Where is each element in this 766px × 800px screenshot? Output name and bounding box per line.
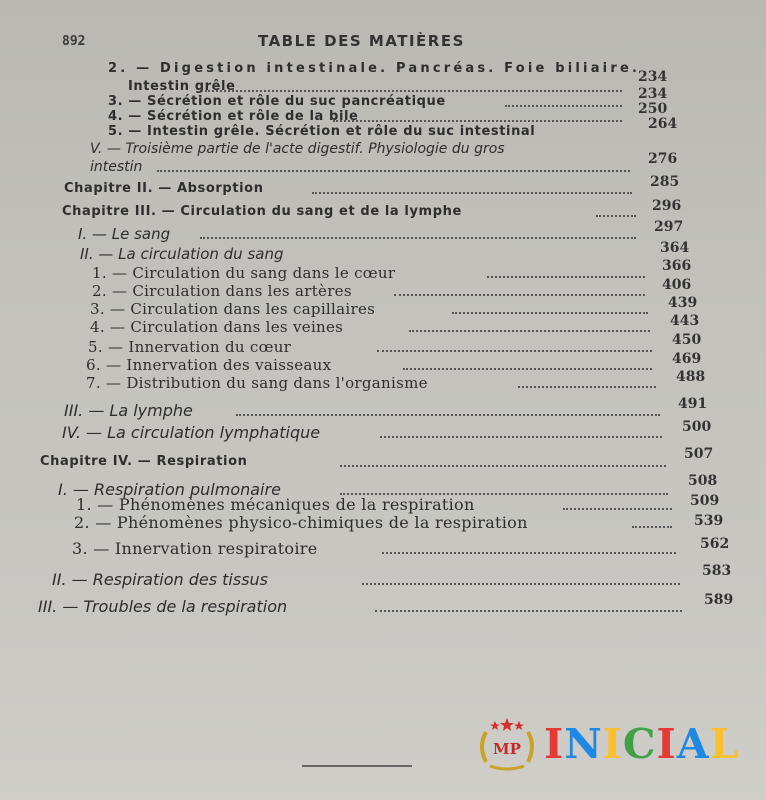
- dot-leader: [333, 120, 622, 122]
- dot-leader: [487, 276, 645, 278]
- toc-page-number: 234: [638, 86, 668, 102]
- toc-entry-text: 7. — Distribution du sang dans l'organisme: [86, 374, 428, 392]
- logo-letter: L: [709, 720, 740, 768]
- toc-entry-text: 4. — Sécrétion et rôle de la bile: [108, 109, 359, 124]
- toc-entry-text: II. — Respiration des tissus: [52, 570, 268, 589]
- toc-page-number: 297: [654, 219, 684, 235]
- toc-page-number: 366: [662, 258, 692, 274]
- bottom-rule: [302, 765, 412, 767]
- toc-entry-text: 2. — Circulation dans les artères: [92, 282, 352, 300]
- dot-leader: [205, 90, 622, 92]
- dot-leader: [409, 330, 650, 332]
- toc-page-number: 491: [678, 396, 708, 412]
- toc-entry-text: 3. — Sécrétion et rôle du suc pancréatique: [108, 94, 446, 109]
- page-number: 892: [62, 34, 86, 49]
- dot-leader: [375, 610, 682, 612]
- toc-entry-text: 3. — Circulation dans les capillaires: [90, 300, 376, 318]
- running-head: TABLE DES MATIÈRES: [258, 32, 465, 50]
- toc-entry-text: II. — La circulation du sang: [80, 245, 284, 263]
- toc-entry-text: I. — Respiration pulmonaire: [58, 480, 281, 499]
- logo-letter: I: [602, 720, 623, 768]
- toc-entry-text: Chapitre IV. — Respiration: [40, 454, 248, 469]
- toc-entry-text: 4. — Circulation dans les veines: [90, 318, 344, 336]
- toc-entry-text: 3. — Innervation respiratoire: [72, 539, 318, 558]
- toc-entry-text: intestin: [90, 159, 143, 175]
- toc-entry-text: 2. — Digestion intestinale. Pancréas. Foie biliaire.: [108, 61, 641, 76]
- toc-entry-text: V. — Troisième partie de l'acte digestif. Physiologie du gros: [90, 141, 505, 157]
- dot-leader: [340, 465, 666, 467]
- toc-page-number: 264: [648, 116, 678, 132]
- toc-page-number: 469: [672, 351, 702, 367]
- dot-leader: [362, 583, 680, 585]
- toc-page-number: 562: [700, 536, 730, 552]
- dot-leader: [157, 170, 630, 172]
- logo-text: [544, 720, 739, 768]
- toc-page-number: 507: [684, 446, 714, 462]
- dot-leader: [632, 526, 672, 528]
- toc-page-number: 276: [648, 151, 678, 167]
- dot-leader: [563, 508, 672, 510]
- dot-leader: [505, 105, 622, 107]
- toc-entry-text: Chapitre II. — Absorption: [64, 181, 264, 196]
- toc-page-number: 589: [704, 592, 734, 608]
- toc-entry-text: Chapitre III. — Circulation du sang et de la lymphe: [62, 204, 462, 219]
- toc-page-number: 488: [676, 369, 706, 385]
- wreath-icon: [476, 712, 538, 774]
- toc-page-number: 508: [688, 473, 718, 489]
- toc-entry-text: 1. — Circulation du sang dans le cœur: [92, 264, 396, 282]
- toc-entry-text: 2. — Phénomènes physico-chimiques de la respiration: [74, 513, 528, 532]
- toc-page-number: 439: [668, 295, 698, 311]
- toc-entry-text: 6. — Innervation des vaisseaux: [86, 356, 332, 374]
- toc-entry-text: Intestin grêle: [128, 79, 236, 94]
- toc-page-number: 285: [650, 174, 680, 190]
- toc-entry-text: IV. — La circulation lymphatique: [62, 423, 321, 442]
- toc-page-number: 250: [638, 101, 668, 117]
- logo-letter: C: [622, 720, 657, 768]
- dot-leader: [394, 294, 645, 296]
- toc-page-number: 364: [660, 240, 690, 256]
- dot-leader: [236, 414, 660, 416]
- logo-badge-text: MP: [493, 740, 521, 758]
- toc-page-number: 539: [694, 513, 724, 529]
- toc-entry-text: 1. — Phénomènes mécaniques de la respiration: [76, 495, 475, 514]
- dot-leader: [200, 237, 636, 239]
- dot-leader: [377, 350, 652, 352]
- toc-page-number: 234: [638, 69, 668, 85]
- toc-entry-text: I. — Le sang: [78, 225, 171, 243]
- dot-leader: [403, 368, 652, 370]
- dot-leader: [452, 312, 648, 314]
- logo-letter: I: [544, 720, 565, 768]
- dot-leader: [596, 215, 636, 217]
- toc-page-number: 450: [672, 332, 702, 348]
- toc-entry-text: III. — Troubles de la respiration: [38, 597, 288, 616]
- logo-letter: A: [676, 720, 710, 768]
- toc-page-number: 296: [652, 198, 682, 214]
- toc-page-number: 509: [690, 493, 720, 509]
- dot-leader: [380, 436, 662, 438]
- logo-letter: I: [656, 720, 677, 768]
- toc-page-number: 500: [682, 419, 712, 435]
- toc-page-number: 583: [702, 563, 732, 579]
- toc-entry-text: 5. — Intestin grêle. Sécrétion et rôle du suc intestinal: [108, 124, 536, 139]
- toc-entry-text: 5. — Innervation du cœur: [88, 338, 292, 356]
- inicial-logo: [476, 712, 746, 774]
- toc-entry-text: III. — La lymphe: [64, 401, 193, 420]
- toc-page-number: 443: [670, 313, 700, 329]
- dot-leader: [518, 386, 656, 388]
- dot-leader: [382, 552, 676, 554]
- dot-leader: [312, 192, 632, 194]
- toc-page-number: 406: [662, 277, 692, 293]
- logo-letter: N: [564, 720, 603, 768]
